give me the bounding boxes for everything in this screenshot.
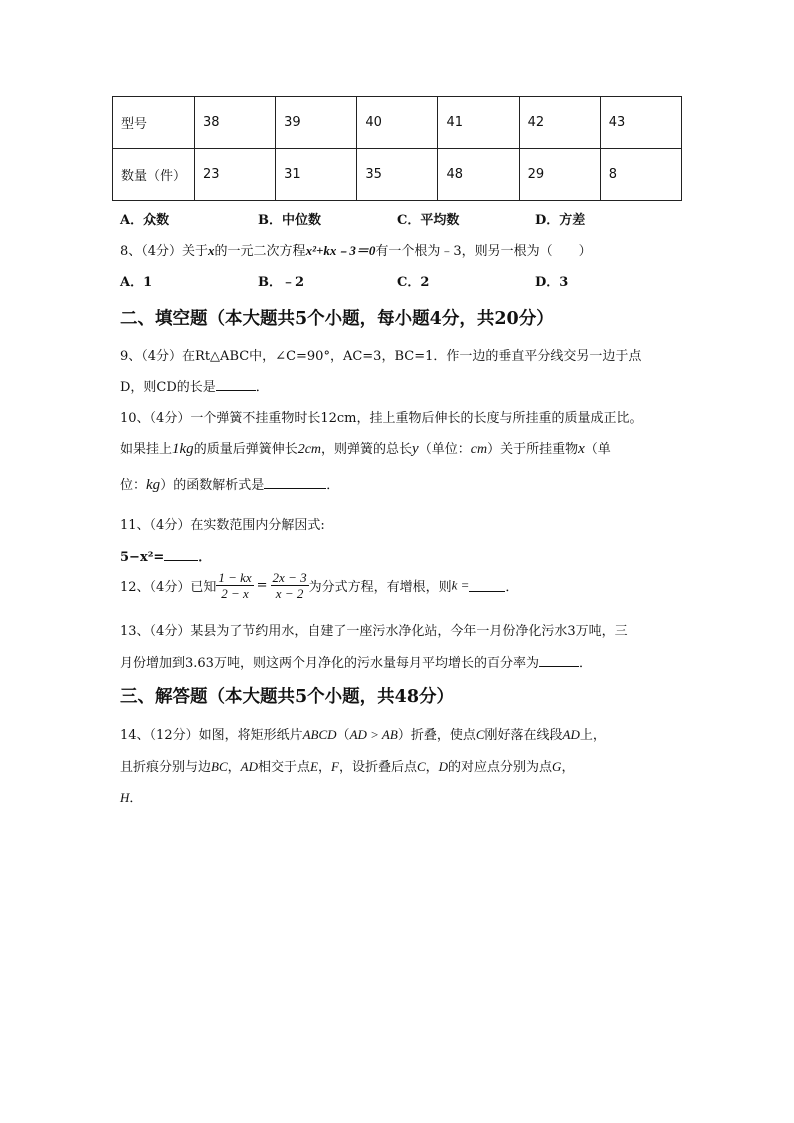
q8-suffix: 有一个根为﹣3，则另一根为（ ） — [375, 244, 592, 259]
q8-option-d: D．3 — [535, 275, 569, 290]
text: ， — [317, 760, 331, 775]
text: 且折痕分别与边 — [120, 760, 212, 775]
answer-blank — [216, 378, 256, 391]
question-10-line2 — [120, 438, 611, 458]
numerator: 2x − 3 — [272, 570, 307, 585]
q8-var: x — [208, 243, 215, 258]
question-12 — [120, 570, 518, 601]
math: AD — [240, 759, 258, 774]
text: （ — [336, 728, 350, 743]
q9-end: ． — [255, 380, 269, 395]
text: 如果挂上 — [120, 442, 173, 457]
table-cell: 31 — [276, 149, 357, 201]
text: 的质量后弹簧伸长 — [193, 442, 298, 457]
math: D — [438, 759, 449, 774]
question-9-line2 — [120, 376, 269, 395]
row-header: 数量（件） — [113, 149, 195, 201]
text: ， — [425, 760, 439, 775]
q10-end: ． — [326, 478, 340, 493]
denominator: 2 − x — [221, 586, 249, 601]
math: BC — [211, 759, 228, 774]
fraction-1 — [216, 570, 253, 601]
answer-blank — [469, 579, 505, 592]
question-14-line3 — [120, 787, 142, 806]
q12-prefix: 12、（4分）已知 — [120, 580, 217, 595]
math: C — [475, 727, 485, 742]
table-cell: 8 — [600, 149, 681, 201]
q8-option-a: A．1 — [120, 275, 153, 290]
var-x: x — [578, 441, 585, 457]
text: 的对应点分别为点 — [448, 760, 553, 775]
math: AD — [562, 727, 580, 742]
text: 14、（12分）如图，将矩形纸片 — [120, 728, 303, 743]
numerator: 1 − kx — [218, 570, 252, 585]
math: C — [416, 759, 426, 774]
table-row — [113, 97, 682, 149]
table-row — [113, 149, 682, 201]
denominator: x − 2 — [275, 586, 304, 601]
table-cell: 38 — [195, 97, 276, 149]
math: G — [552, 759, 562, 774]
math: E — [310, 759, 318, 774]
text: 刚好落在线段 — [484, 728, 563, 743]
question-14-line1 — [120, 724, 606, 743]
question-14-line2 — [120, 756, 574, 775]
q9-text: D，则CD的长是 — [120, 380, 216, 395]
section-3-heading: 三、解答题（本大题共5个小题，共48分） — [120, 687, 455, 707]
table-cell: 40 — [357, 97, 438, 149]
math: ABCD — [302, 727, 337, 742]
q11-end: ． — [198, 550, 212, 565]
answer-blank — [164, 548, 198, 561]
var-y: y — [412, 441, 419, 457]
q12-mid: 为分式方程，有增根，则 — [308, 580, 452, 595]
table-cell: 41 — [438, 97, 519, 149]
fraction-2 — [271, 570, 309, 601]
q13-end: ． — [578, 656, 592, 671]
q7-option-c: C．平均数 — [397, 213, 460, 228]
table-cell: 43 — [600, 97, 681, 149]
data-table — [112, 96, 682, 201]
text: 位： — [120, 478, 147, 493]
text: 上， — [579, 728, 606, 743]
section-2-heading: 二、填空题（本大题共5个小题，每小题4分，共20分） — [120, 309, 554, 329]
q8-option-c: C．2 — [397, 275, 430, 290]
question-10-line1: 10、（4分）一个弹簧不挂重物时长12cm，挂上重物后伸长的长度与所挂重的质量成正比。 — [120, 411, 643, 426]
q7-option-d: D．方差 — [535, 213, 586, 228]
q8-prefix: 8、（4分）关于 — [120, 244, 209, 259]
q8-equation: x²+kx﹣3＝0 — [305, 243, 376, 258]
math: AD > AB — [349, 727, 398, 742]
question-11-line1: 11、（4分）在实数范围内分解因式: — [120, 518, 325, 533]
question-13-line1: 13、（4分）某县为了节约用水，自建了一座污水净化站，今年一月份净化污水3万吨，三 — [120, 624, 628, 639]
table-cell: 48 — [438, 149, 519, 201]
q11-expr: 5−x²= — [120, 550, 165, 565]
unit-kg: 1kg — [172, 441, 194, 457]
unit-cm: cm — [470, 442, 488, 457]
question-8 — [120, 240, 592, 259]
equals-sign: = — [256, 578, 268, 593]
table-cell: 35 — [357, 149, 438, 201]
question-11-line2 — [120, 546, 211, 565]
math: H — [120, 790, 130, 805]
var-k: k = — [451, 577, 470, 593]
text: ． — [129, 791, 143, 806]
text: （单 — [584, 442, 611, 457]
text: ）的函数解析式是 — [160, 478, 265, 493]
text: ）折叠，使点 — [397, 728, 476, 743]
text: （单位： — [418, 442, 471, 457]
unit-kg: kg — [146, 477, 161, 493]
math: F — [330, 759, 339, 774]
answer-blank — [264, 476, 326, 489]
question-10-line3 — [120, 474, 339, 494]
text: ， — [561, 760, 575, 775]
table-cell: 23 — [195, 149, 276, 201]
table-cell: 29 — [519, 149, 600, 201]
q8-mid: 的一元二次方程 — [214, 244, 306, 259]
answer-blank — [539, 654, 579, 667]
q7-option-b: B．中位数 — [258, 213, 321, 228]
text: ， — [227, 760, 241, 775]
q13-text: 月份增加到3.63万吨，则这两个月净化的污水量每月平均增长的百分率为 — [120, 656, 539, 671]
unit-cm: 2cm — [297, 442, 322, 457]
row-header: 型号 — [113, 97, 195, 149]
table-cell: 39 — [276, 97, 357, 149]
question-13-line2 — [120, 652, 592, 671]
text: ）关于所挂重物 — [487, 442, 579, 457]
text: 相交于点 — [258, 760, 311, 775]
table-cell: 42 — [519, 97, 600, 149]
text: ，设折叠后点 — [338, 760, 417, 775]
text: ，则弹簧的总长 — [321, 442, 413, 457]
q7-option-a: A．众数 — [120, 213, 170, 228]
q8-option-b: B．﹣2 — [258, 275, 305, 290]
q12-end: ． — [505, 580, 519, 595]
question-9-line1: 9、（4分）在Rt△ABC中，∠C=90°，AC=3，BC=1．作一边的垂直平分线交另一边于点 — [120, 349, 642, 364]
